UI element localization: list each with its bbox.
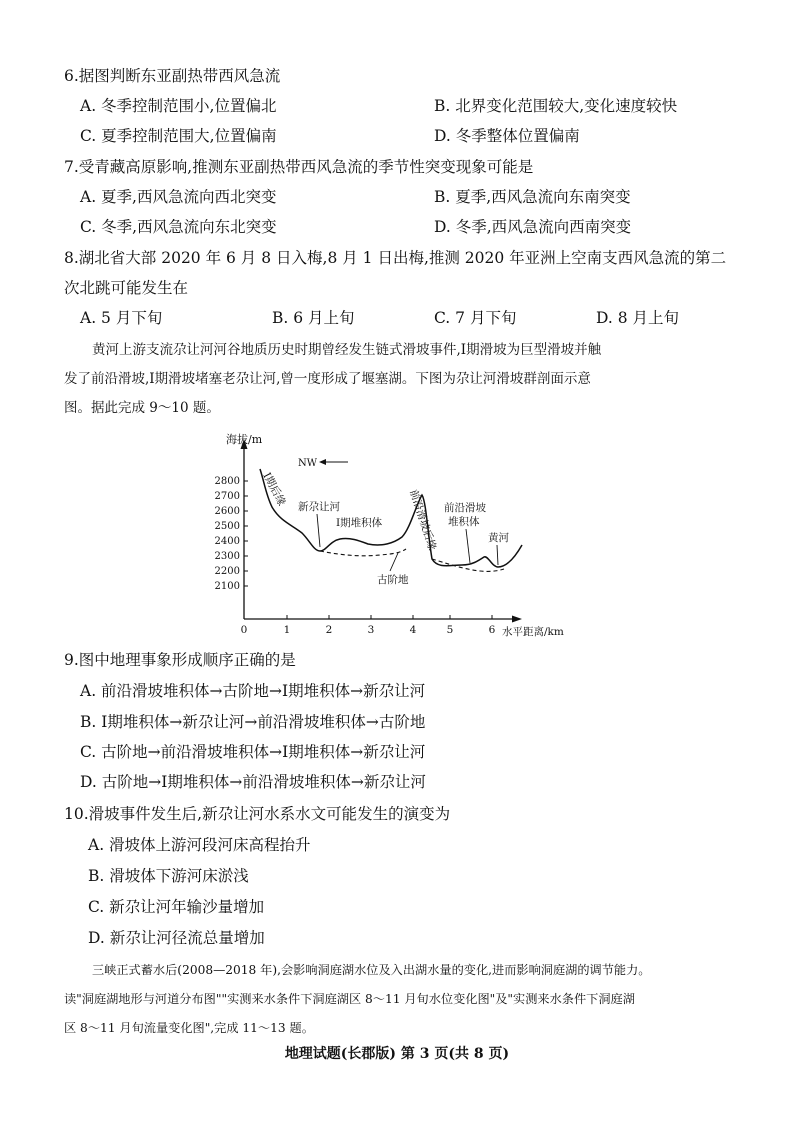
- direction-arrowhead: [319, 459, 326, 465]
- question-8-option-b: B. 6 月上旬: [272, 309, 355, 327]
- leader-yellow-river: [497, 545, 498, 565]
- question-8-option-a: A. 5 月下旬: [80, 309, 163, 327]
- question-6-option-c: C. 夏季控制范围大,位置偏南: [80, 127, 277, 145]
- passage-1-line-3: 图。据此完成 9～10 题。: [64, 400, 220, 416]
- question-8-stem-line-1: 8.湖北省大部 2020 年 6 月 8 日入梅,8 月 1 日出梅,推测 2020 年亚洲上空南支西风急流的第二: [64, 249, 727, 267]
- y-tick-label: 2200: [214, 566, 240, 577]
- question-9-option-b: B. Ⅰ期堆积体→新尕让河→前沿滑坡堆积体→古阶地: [80, 713, 426, 731]
- y-tick-label: 2300: [214, 551, 240, 562]
- question-9-option-a: A. 前沿滑坡堆积体→古阶地→Ⅰ期堆积体→新尕让河: [80, 682, 426, 700]
- passage-2-line-1: 三峡正式蓄水后(2008—2018 年),会影响洞庭湖水位及入出湖水量的变化,进而影响洞庭湖的调节能力。: [92, 963, 651, 977]
- landslide-profile-figure: [200, 425, 600, 643]
- question-9-stem: 9.图中地理事象形成顺序正确的是: [64, 651, 296, 669]
- x-tick-label: 1: [283, 624, 291, 636]
- direction-label: NW: [298, 458, 318, 469]
- question-9-option-c: C. 古阶地→前沿滑坡堆积体→Ⅰ期堆积体→新尕让河: [80, 743, 426, 761]
- x-tick-label: 0: [240, 624, 248, 636]
- x-tick-label: 6: [488, 624, 496, 636]
- question-10-stem: 10.滑坡事件发生后,新尕让河水系水文可能发生的演变为: [64, 805, 451, 823]
- y-tick-label: 2800: [214, 476, 240, 487]
- x-tick-label: 3: [367, 624, 375, 636]
- y-tick-label: 2600: [214, 506, 240, 517]
- question-7-option-a: A. 夏季,西风急流向西北突变: [80, 188, 277, 206]
- label-deposit-1: Ⅰ期堆积体: [336, 517, 383, 529]
- passage-1-line-1: 黄河上游支流尕让河河谷地质历史时期曾经发生链式滑坡事件,Ⅰ期滑坡为巨型滑坡并触: [92, 342, 602, 358]
- question-7-option-b: B. 夏季,西风急流向东南突变: [434, 188, 631, 206]
- question-7-option-c: C. 冬季,西风急流向东北突变: [80, 218, 277, 236]
- question-9-option-d: D. 古阶地→Ⅰ期堆积体→前沿滑坡堆积体→新尕让河: [80, 773, 426, 791]
- label-front-deposit-line2: 堆积体: [448, 516, 480, 528]
- label-rear-edge-1: Ⅰ期后缘: [260, 470, 288, 508]
- question-6-option-b: B. 北界变化范围较大,变化速度较快: [434, 97, 678, 115]
- label-ancient-terrace: 古阶地: [377, 574, 409, 586]
- label-new-garang-river: 新尕让河: [298, 501, 340, 513]
- y-tick-label: 2100: [214, 581, 240, 592]
- x-axis-arrow: [512, 616, 522, 623]
- question-10-option-b: B. 滑坡体下游河床淤浅: [88, 867, 249, 885]
- passage-2-line-2: 读"洞庭湖地形与河道分布图""实测来水条件下洞庭湖区 8～11 月旬水位变化图"及"实测来水条件下洞庭湖: [64, 992, 635, 1006]
- label-yellow-river: 黄河: [488, 532, 509, 544]
- question-6-option-a: A. 冬季控制范围小,位置偏北: [80, 97, 277, 115]
- y-tick-label: 2700: [214, 491, 240, 502]
- x-axis-label: 水平距离/km: [502, 626, 564, 638]
- leader-new-garang: [317, 514, 320, 547]
- terrain-profile-line: [260, 469, 522, 567]
- x-tick-label: 2: [325, 624, 333, 636]
- old-surface-dashed-line: [320, 549, 504, 571]
- leader-front-deposit: [466, 529, 470, 563]
- x-tick-label: 4: [409, 624, 417, 636]
- x-tick-label: 5: [446, 624, 454, 636]
- question-7-option-d: D. 冬季,西风急流向西南突变: [434, 218, 632, 236]
- question-10-option-a: A. 滑坡体上游河段河床高程抬升: [88, 836, 311, 854]
- question-8-stem-line-2: 次北跳可能发生在: [64, 279, 189, 297]
- question-6-option-d: D. 冬季整体位置偏南: [434, 127, 580, 145]
- label-front-deposit-line1: 前沿滑坡: [444, 502, 486, 514]
- question-6-stem: 6.据图判断东亚副热带西风急流: [64, 67, 281, 85]
- leader-ancient-terrace: [390, 553, 398, 571]
- label-front-landslide-rear-edge: 前沿滑坡后缘: [407, 488, 439, 552]
- question-7-stem: 7.受青藏高原影响,推测东亚副热带西风急流的季节性突变现象可能是: [64, 158, 534, 176]
- question-8-option-d: D. 8 月上旬: [596, 309, 680, 327]
- passage-1-line-2: 发了前沿滑坡,Ⅰ期滑坡堵塞老尕让河,曾一度形成了堰塞湖。下图为尕让河滑坡群剖面示意: [64, 371, 591, 387]
- question-10-option-c: C. 新尕让河年输沙量增加: [88, 898, 265, 916]
- y-tick-label: 2400: [214, 536, 240, 547]
- y-tick-label: 2500: [214, 521, 240, 532]
- question-8-option-c: C. 7 月下旬: [434, 309, 517, 327]
- question-10-option-d: D. 新尕让河径流总量增加: [88, 929, 265, 947]
- y-axis-label: 海拔/m: [226, 433, 263, 446]
- passage-2-line-3: 区 8～11 月旬流量变化图",完成 11～13 题。: [64, 1021, 314, 1035]
- page-footer: 地理试题(长郡版) 第 3 页(共 8 页): [284, 1046, 510, 1062]
